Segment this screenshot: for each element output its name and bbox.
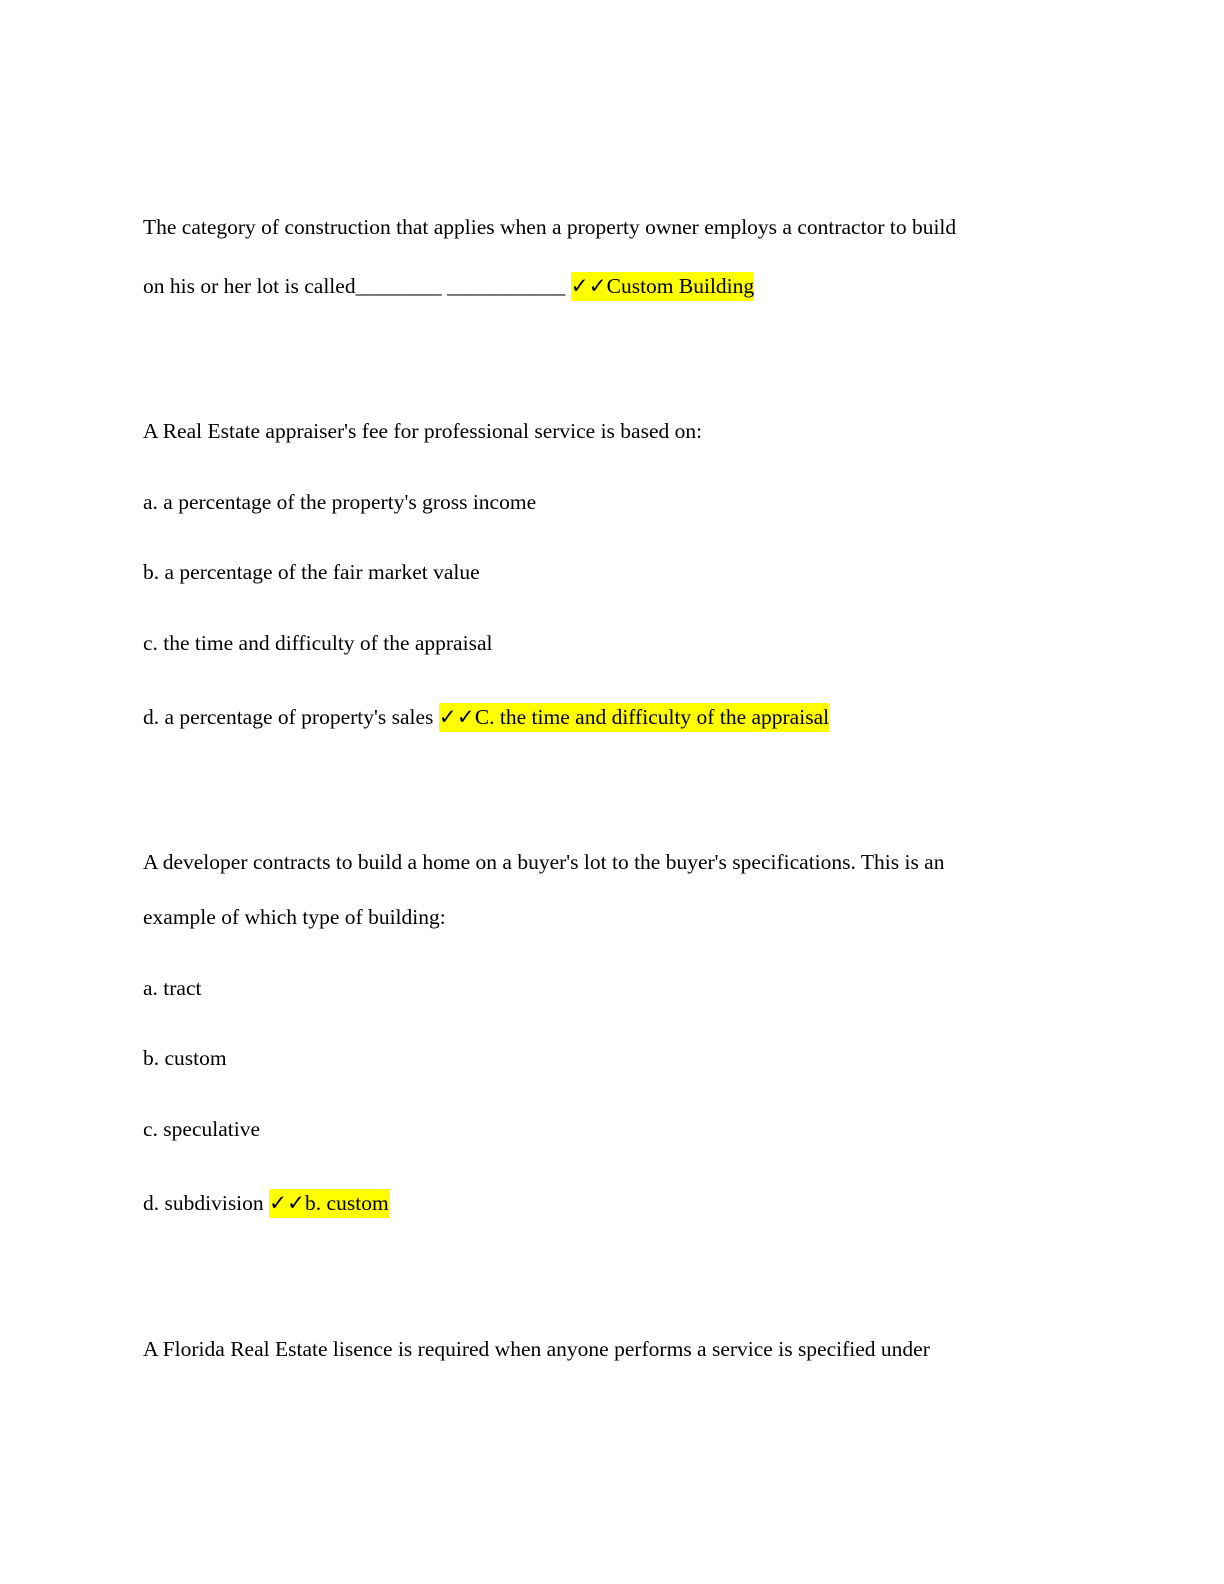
question-3-option-d: d. subdivision ✓✓b. custom — [143, 1189, 389, 1217]
question-2-option-c: c. the time and difficulty of the appraisal — [143, 631, 493, 655]
question-4-text-line-1: A Florida Real Estate lisence is required when anyone performs a service is specified under — [143, 1337, 930, 1361]
question-3-answer: ✓✓b. custom — [269, 1189, 389, 1218]
question-2-answer: ✓✓C. the time and difficulty of the appraisal — [439, 703, 829, 732]
question-2-option-d: d. a percentage of property's sales ✓✓C. the time and difficulty of the appraisal — [143, 703, 829, 731]
question-3-text-line-2: example of which type of building: — [143, 905, 446, 929]
question-1-text-line-2: on his or her lot is called________ ___________ ✓✓Custom Building — [143, 272, 754, 300]
question-2-option-b: b. a percentage of the fair market value — [143, 560, 480, 584]
question-3-text-line-1: A developer contracts to build a home on a buyer's lot to the buyer's specifications. This is an — [143, 850, 945, 874]
question-3-option-a: a. tract — [143, 976, 202, 1000]
question-3-option-c: c. speculative — [143, 1117, 261, 1141]
question-2-stem: A Real Estate appraiser's fee for professional service is based on: — [143, 419, 703, 443]
question-3-option-b: b. custom — [143, 1046, 227, 1070]
question-1-answer: ✓✓Custom Building — [571, 272, 755, 301]
question-1-text-line-1: The category of construction that applies when a property owner employs a contractor to build — [143, 215, 957, 239]
question-2-option-a: a. a percentage of the property's gross income — [143, 490, 537, 514]
